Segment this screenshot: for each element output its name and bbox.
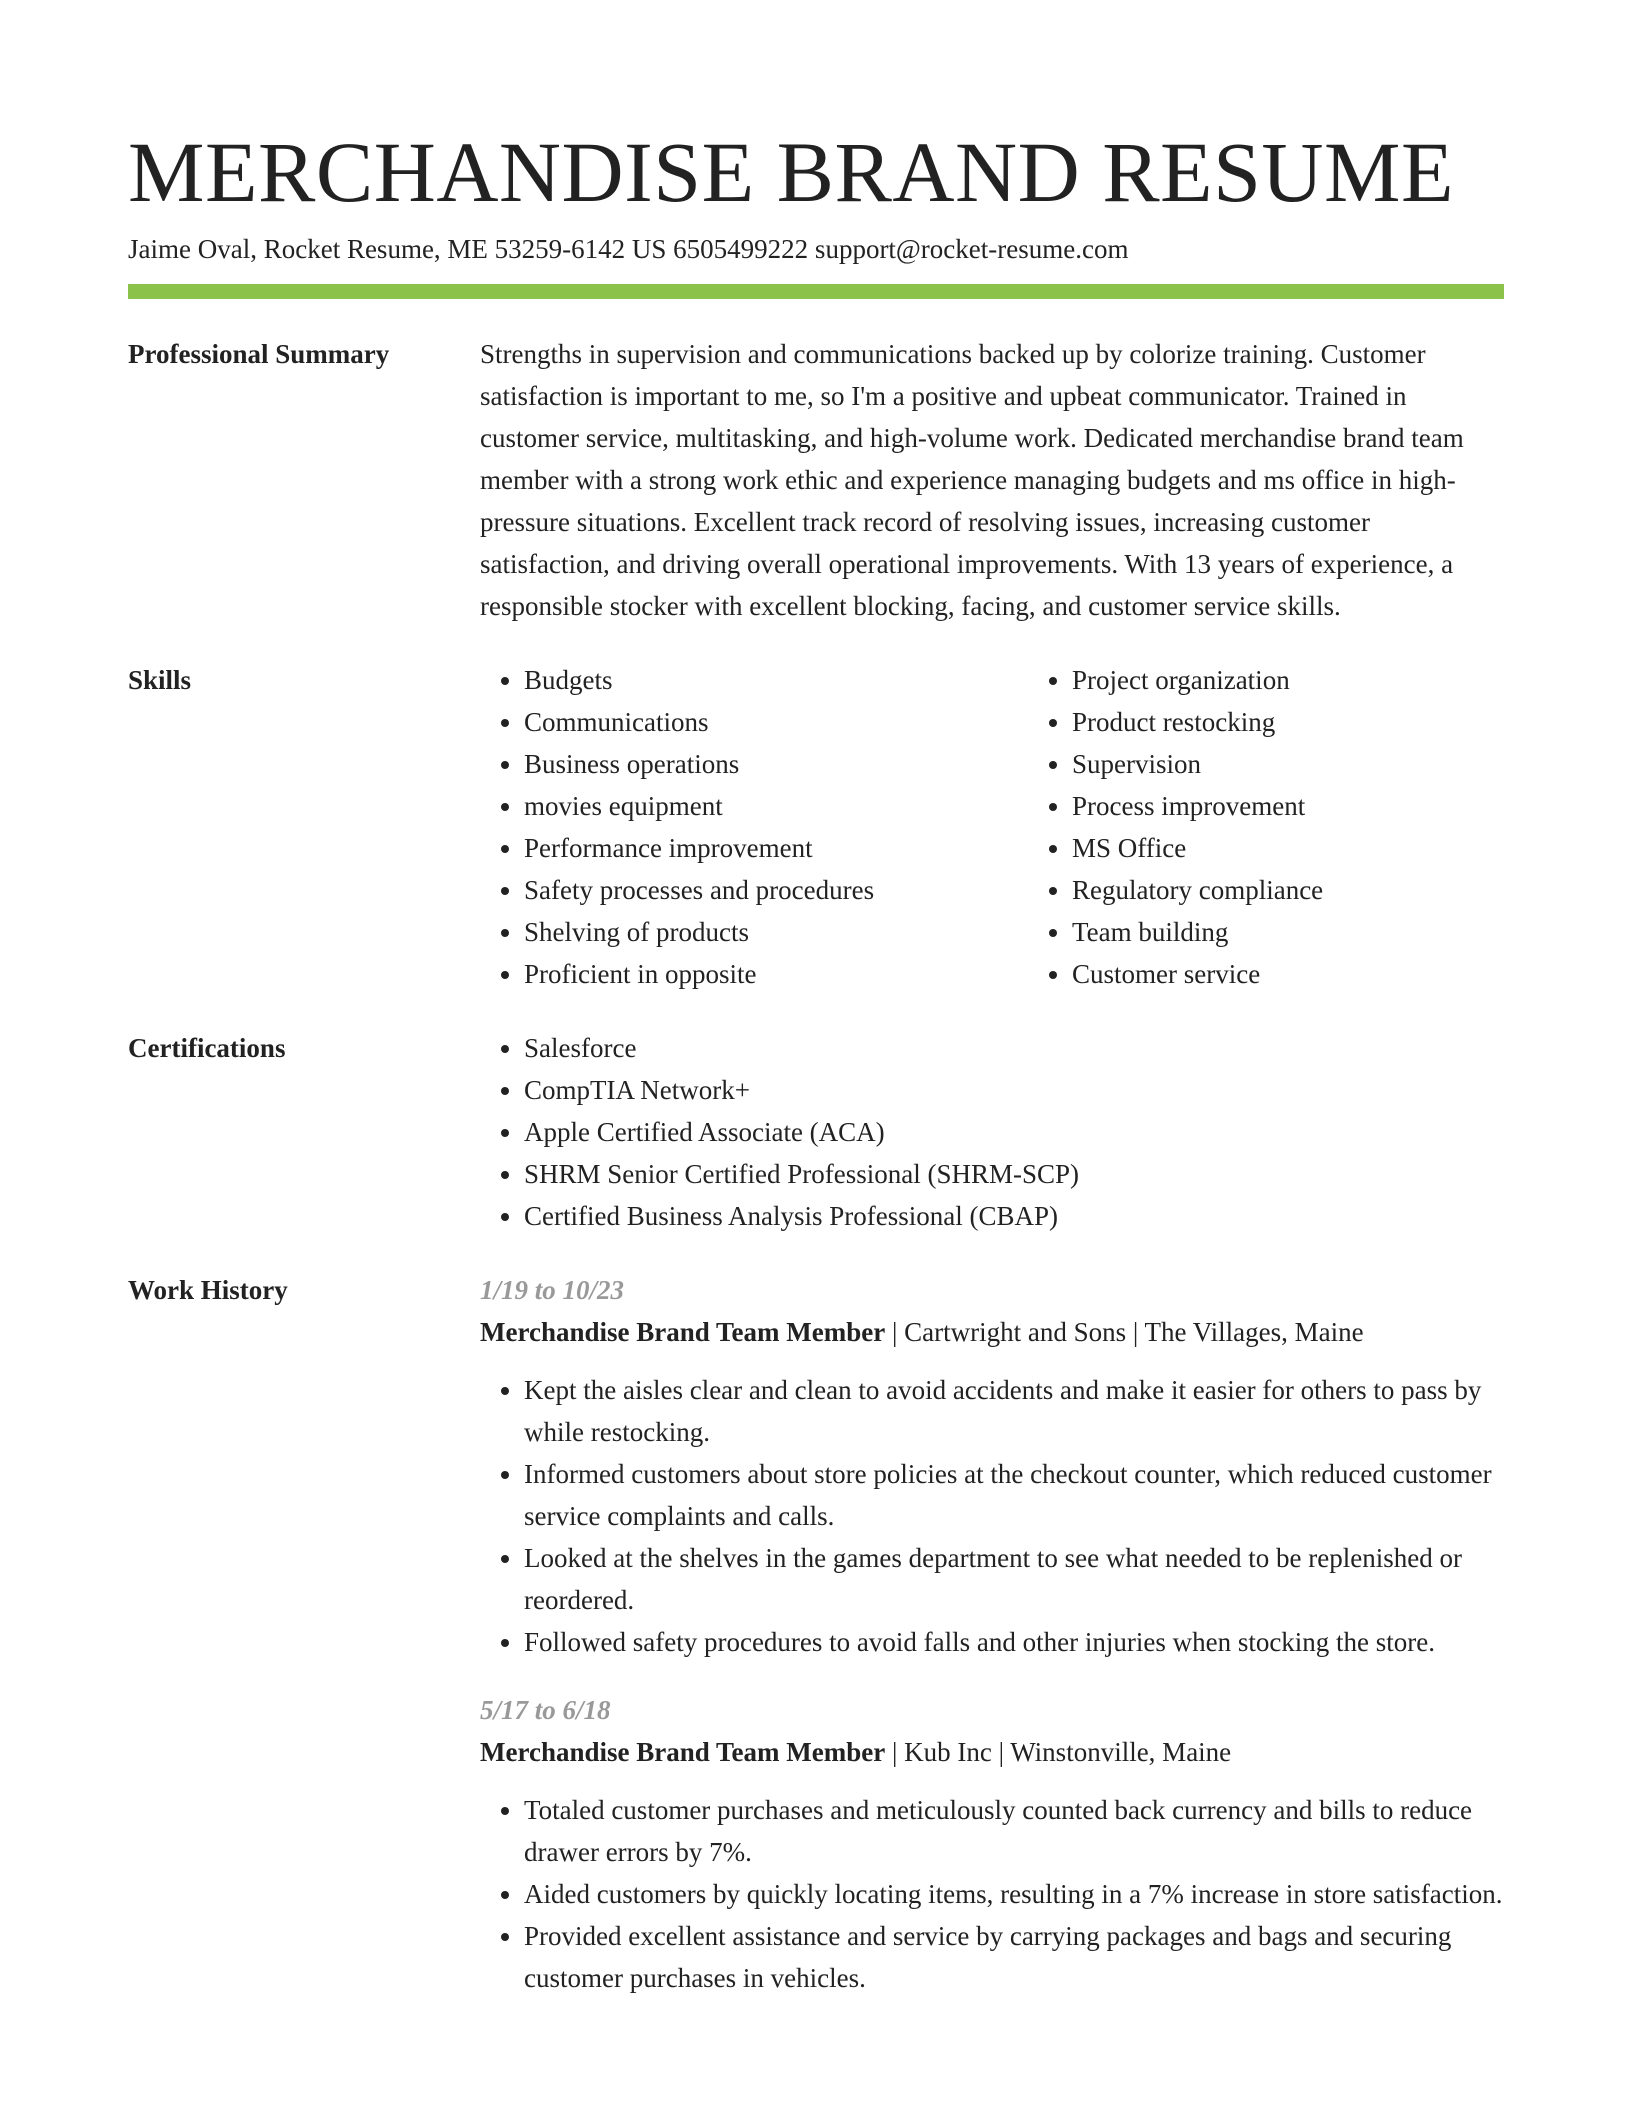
summary-text: Strengths in supervision and communications backed up by colorize training. Customer satisfaction is important to me, so I'm a positive and upbeat communicator. Trained in customer service, multitasking, and high-volume work. Dedicated merchandise brand team member with a strong work ethic and experience managing budgets and ms office in high-pressure situations. Excellent track record of resolving issues, increasing customer satisfaction, and driving overall operational improvements. With 13 years of experience, a responsible stocker with excellent blocking, facing, and customer service skills.	[480, 339, 1464, 621]
skill-item: • Budgets	[524, 659, 1028, 701]
skill-item: • Product restocking	[1072, 701, 1548, 743]
resume-page	[128, 122, 1504, 1999]
certifications-section	[128, 1027, 1504, 1237]
job-heading	[480, 1731, 1504, 1773]
skill-item: • Project organization	[1072, 659, 1548, 701]
skill-item: • Customer service	[1072, 953, 1548, 995]
skill-item: • Proficient in opposite	[524, 953, 1028, 995]
section-content	[480, 333, 1504, 627]
section-label: Certifications	[128, 1033, 286, 1063]
job-dates: 5/17 to 6/18	[480, 1695, 611, 1725]
job-employer-location: | Cartwright and Sons | The Villages, Maine	[885, 1317, 1364, 1347]
contact-line: Jaime Oval, Rocket Resume, ME 53259-6142 US 6505499222 support@rocket-resume.com	[128, 234, 1129, 264]
work-history-section	[128, 1269, 1504, 1999]
job-bullet: • Followed safety procedures to avoid falls and other injuries when stocking the store.	[524, 1621, 1504, 1663]
job-bullet: • Kept the aisles clear and clean to avoid accidents and make it easier for others to pass by while restocking.	[524, 1369, 1504, 1453]
section-content	[480, 1269, 1504, 1999]
skill-item: • Performance improvement	[524, 827, 1028, 869]
section-label: Professional Summary	[128, 339, 390, 369]
certification-item: • Salesforce	[524, 1027, 1504, 1069]
professional-summary-section	[128, 333, 1504, 627]
skill-item: • Supervision	[1072, 743, 1548, 785]
skills-section	[128, 659, 1504, 995]
job-bullets	[480, 1369, 1504, 1663]
resume-title: MERCHANDISE BRAND RESUME	[128, 124, 1455, 220]
skill-item: • Business operations	[524, 743, 1028, 785]
certification-item: • Certified Business Analysis Professional (CBAP)	[524, 1195, 1504, 1237]
job-bullet: • Provided excellent assistance and service by carrying packages and bags and securing customer purchases in vehicles.	[524, 1915, 1504, 1999]
skill-item: • Communications	[524, 701, 1028, 743]
skills-columns	[480, 659, 1504, 995]
job-bullets	[480, 1789, 1504, 1999]
skill-item: • movies equipment	[524, 785, 1028, 827]
job-employer-location: | Kub Inc | Winstonville, Maine	[885, 1737, 1232, 1767]
skill-item: • MS Office	[1072, 827, 1548, 869]
certifications-list	[480, 1027, 1504, 1237]
accent-divider	[128, 284, 1504, 299]
job-bullet: • Looked at the shelves in the games department to see what needed to be replenished or reordered.	[524, 1537, 1504, 1621]
job-dates: 1/19 to 10/23	[480, 1275, 625, 1305]
job-entry	[480, 1689, 1504, 1999]
certification-item: • CompTIA Network+	[524, 1069, 1504, 1111]
job-bullet: • Aided customers by quickly locating items, resulting in a 7% increase in store satisfaction.	[524, 1873, 1504, 1915]
skill-item: • Process improvement	[1072, 785, 1548, 827]
job-bullet: • Informed customers about store policies at the checkout counter, which reduced customer service complaints and calls.	[524, 1453, 1504, 1537]
skill-item: • Shelving of products	[524, 911, 1028, 953]
job-heading	[480, 1311, 1504, 1353]
section-label: Work History	[128, 1275, 288, 1305]
certification-item: • Apple Certified Associate (ACA)	[524, 1111, 1504, 1153]
skill-item: • Team building	[1072, 911, 1548, 953]
certification-item: • SHRM Senior Certified Professional (SHRM-SCP)	[524, 1153, 1504, 1195]
skill-item: • Safety processes and procedures	[524, 869, 1028, 911]
job-bullet: • Totaled customer purchases and meticulously counted back currency and bills to reduce drawer errors by 7%.	[524, 1789, 1504, 1873]
section-content	[480, 1027, 1504, 1237]
job-title: Merchandise Brand Team Member	[480, 1317, 886, 1347]
skills-list-left	[480, 659, 1028, 995]
section-label: Skills	[128, 665, 192, 695]
job-entry	[480, 1269, 1504, 1663]
skill-item: • Regulatory compliance	[1072, 869, 1548, 911]
job-title: Merchandise Brand Team Member	[480, 1737, 886, 1767]
skills-list-right	[1028, 659, 1548, 995]
